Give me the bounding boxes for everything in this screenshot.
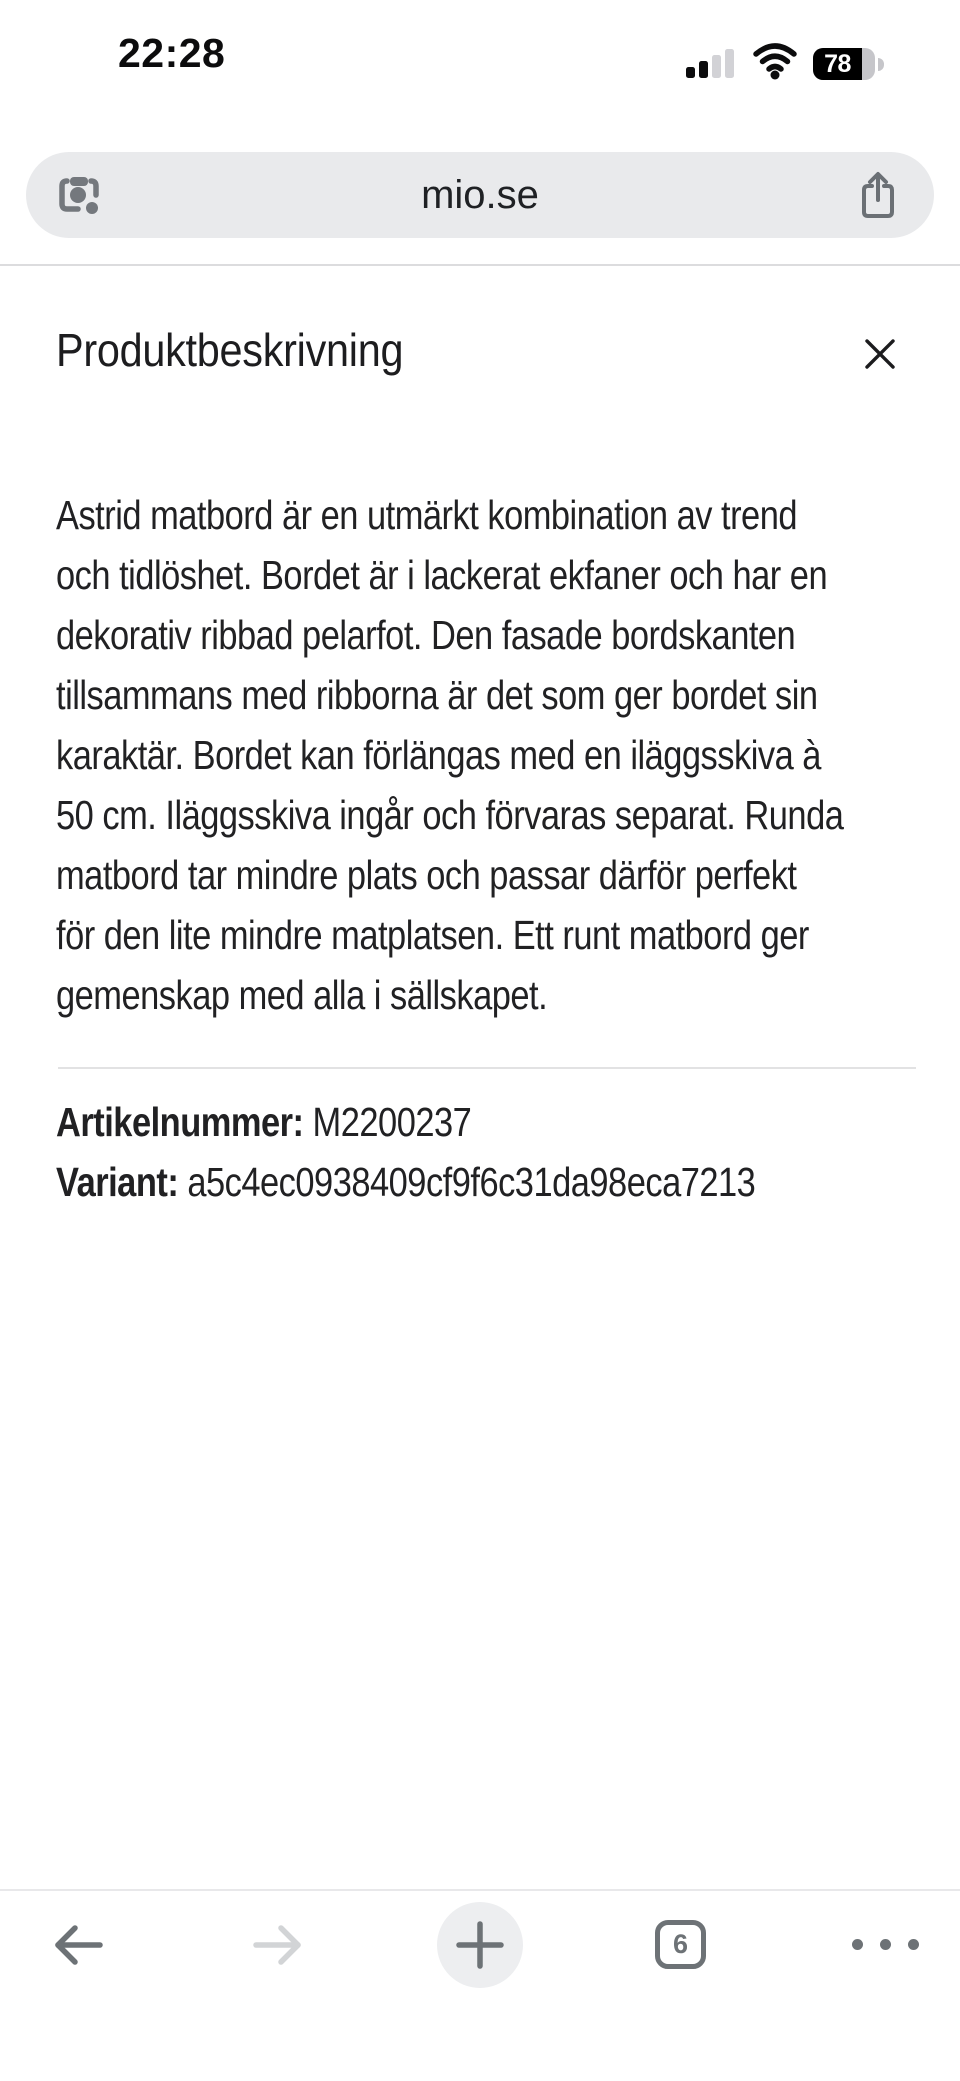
description-line: dekorativ ribbad pelarfot. Den fasade bordskanten	[56, 612, 796, 658]
description-line: och tidlöshet. Bordet är i lackerat ekfaner och har en	[56, 552, 828, 598]
tab-switcher-button[interactable]	[655, 1920, 706, 1969]
battery-nub	[878, 58, 884, 71]
description-line: karaktär. Bordet kan förlängas med en iläggsskiva à	[56, 732, 821, 778]
article-number-label: Artikelnummer:	[56, 1099, 304, 1145]
description-line: Astrid matbord är en utmärkt kombination av trend	[56, 492, 797, 538]
battery-icon	[813, 48, 875, 80]
variant-value: a5c4ec0938409cf9f6c31da98eca7213	[187, 1159, 756, 1205]
share-icon[interactable]	[856, 170, 900, 220]
header-divider	[0, 264, 960, 266]
wifi-icon	[751, 42, 799, 85]
cellular-signal-icon	[686, 44, 740, 78]
browser-toolbar	[0, 1889, 960, 2081]
description-line: tillsammans med ribborna är det som ger bordet sin	[56, 672, 818, 718]
plus-icon	[455, 1920, 505, 1970]
close-icon[interactable]	[862, 336, 902, 376]
battery-percent: 78	[824, 50, 851, 78]
new-tab-button[interactable]	[437, 1902, 523, 1988]
description-line: för den lite mindre matplatsen. Ett runt matbord ger	[56, 912, 809, 958]
sheet-title: Produktbeskrivning	[56, 324, 404, 376]
variant-row	[56, 1152, 755, 1212]
description-line: 50 cm. Iläggsskiva ingår och förvaras separat. Runda	[56, 792, 844, 838]
product-meta	[56, 1092, 889, 1212]
description-line: gemenskap med alla i sällskapet.	[56, 972, 548, 1018]
url-text[interactable]: mio.se	[421, 173, 539, 217]
back-arrow-icon[interactable]	[50, 1921, 106, 1974]
forward-arrow-icon[interactable]	[250, 1921, 306, 1974]
article-number-row	[56, 1092, 755, 1152]
description-line: matbord tar mindre plats och passar därför perfekt	[56, 852, 797, 898]
address-bar[interactable]	[26, 152, 934, 238]
article-number-value: M2200237	[312, 1099, 472, 1145]
variant-label: Variant:	[56, 1159, 179, 1205]
status-time: 22:28	[118, 30, 226, 76]
tab-count: 6	[672, 1929, 689, 1959]
content-divider	[58, 1067, 916, 1069]
three-dots-menu-icon[interactable]	[852, 1939, 920, 1951]
product-description	[56, 485, 960, 1025]
